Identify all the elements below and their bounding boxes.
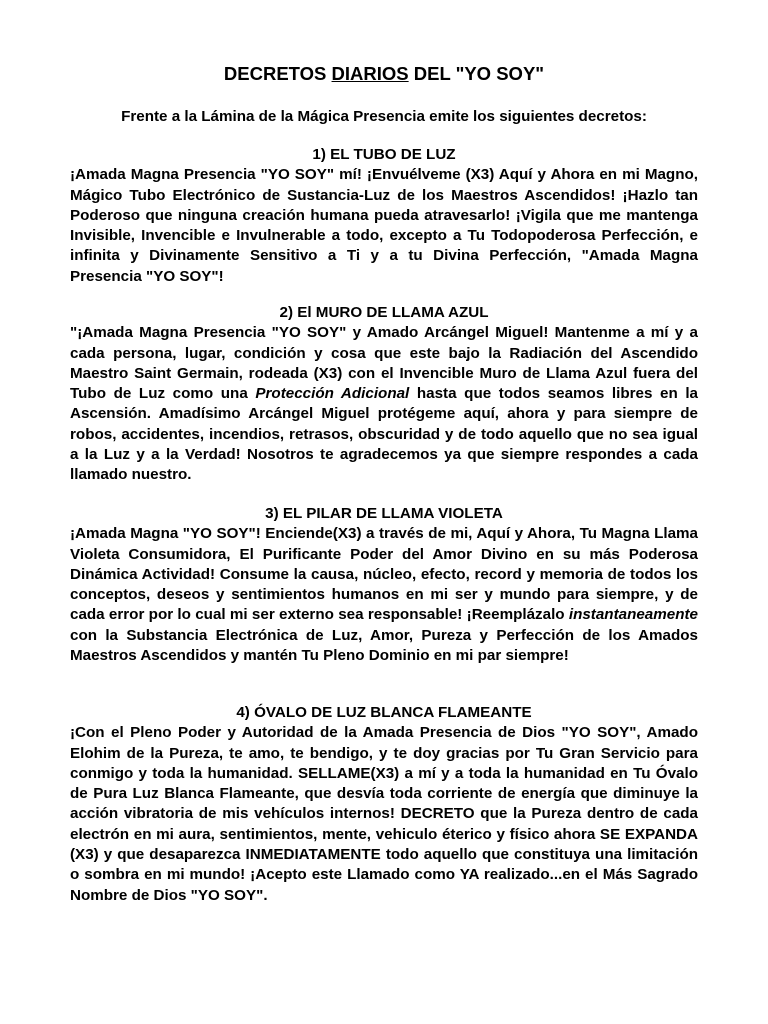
section-body [70,323,698,485]
section-body: ¡Amada Magna Presencia "YO SOY" mí! ¡Envuélveme (X3) Aquí y Ahora en mi Magno, Mágico Tubo Electrónico de Sustancia-Luz de los Maestros Ascendidos! ¡Hazlo tan Poderoso que ninguna creación humana pueda atravesarlo! ¡Vigila que me mantenga Invisible, Invencible e Invulnerable a todo, excepto a Tu Todopoderosa Perfección, e infinita y Divinamente Sensitivo a Ti y a tu Divina Perfección, "Amada Magna Presencia "YO SOY"! [70,166,698,285]
section-body [70,524,698,666]
section-heading: 2) El MURO DE LLAMA AZUL [279,304,489,321]
section-heading: 4) ÓVALO DE LUZ BLANCA FLAMEANTE [236,704,532,721]
body-text: hasta que todos seamos libres en la Ascensión. Amadísimo Arcángel Miguel protégeme aquí, ahora y para siempre de robos, accidentes, incendios, retrasos, obscuridad y de todo aquello que no sea igual a la Luz y a la Verdad! Nosotros te agradecemos ya que siempre respondes a cada llamado nuestro. [70,385,698,484]
body-italic-text: Protección Adicional [255,385,410,403]
body-text: "¡Amada Magna Presencia "YO SOY" y Amado Arcángel Miguel! Mantenme a mí y a cada persona, lugar, condición y cosa que este bajo la Radiación del Ascendido Maestro Saint Germain, rodeada (X3) con el Invencible Muro de Llama Azul fuera del Tubo de Luz como una [70,324,698,403]
decree-section-4 [70,703,698,906]
decree-section-1 [70,145,698,287]
title-prefix: DECRETOS [223,63,332,84]
decree-section-2 [70,303,698,486]
section-body: ¡Con el Pleno Poder y Autoridad de la Amada Presencia de Dios "YO SOY", Amado Elohim de la Pureza, te amo, te bendigo, y te doy gracias por Tu Gran Servicio para conmigo y toda la humanidad. SELLAME(X3) a mí y a toda la humanidad en Tu Óvalo de Pura Luz Blanca Flameante, que desvía toda corriente de energía que diminuye la acción vibratoria de mis vehículos internos! DECRETO que la Pureza dentro de cada electrón en mi aura, sentimientos, mente, vehiculo éterico y físico ahora SE EXPANDA (X3) y que desaparezca INMEDIATAMENTE todo aquello que constituya una limitación o sombra en mi mundo! ¡Acepto este Llamado como YA realizado...en el Más Sagrado Nombre de Dios "YO SOY". [70,724,698,904]
body-text: con la Substancia Electrónica de Luz, Amor, Pureza y Perfección de los Amados Maestros Ascendidos y mantén Tu Pleno Dominio en mi par siempre! [70,626,698,665]
section-heading: 3) EL PILAR DE LLAMA VIOLETA [265,505,503,522]
section-heading: 1) EL TUBO DE LUZ [312,146,456,163]
title-suffix: DEL "YO SOY" [408,63,545,84]
title-underlined-word: DIARIOS [331,63,409,84]
body-text: ¡Amada Magna "YO SOY"! Enciende(X3) a través de mi, Aquí y Ahora, Tu Magna Llama Violeta Consumidora, El Purificante Poder del Amor Divino en su más Poderosa Dinámica Actividad! Consume la causa, núcleo, efecto, record y memoria de todos los conceptos, deseos y sentimientos humanos en mi ser y mundo para siempre, y de cada error por lo cual mi ser externo sea responsable! ¡Reemplázalo [70,525,698,624]
body-italic-text: instantaneamente [568,606,698,624]
page-title [0,64,768,84]
decree-section-3 [70,504,698,666]
intro-line: Frente a la Lámina de la Mágica Presencia emite los siguientes decretos: [121,108,647,125]
